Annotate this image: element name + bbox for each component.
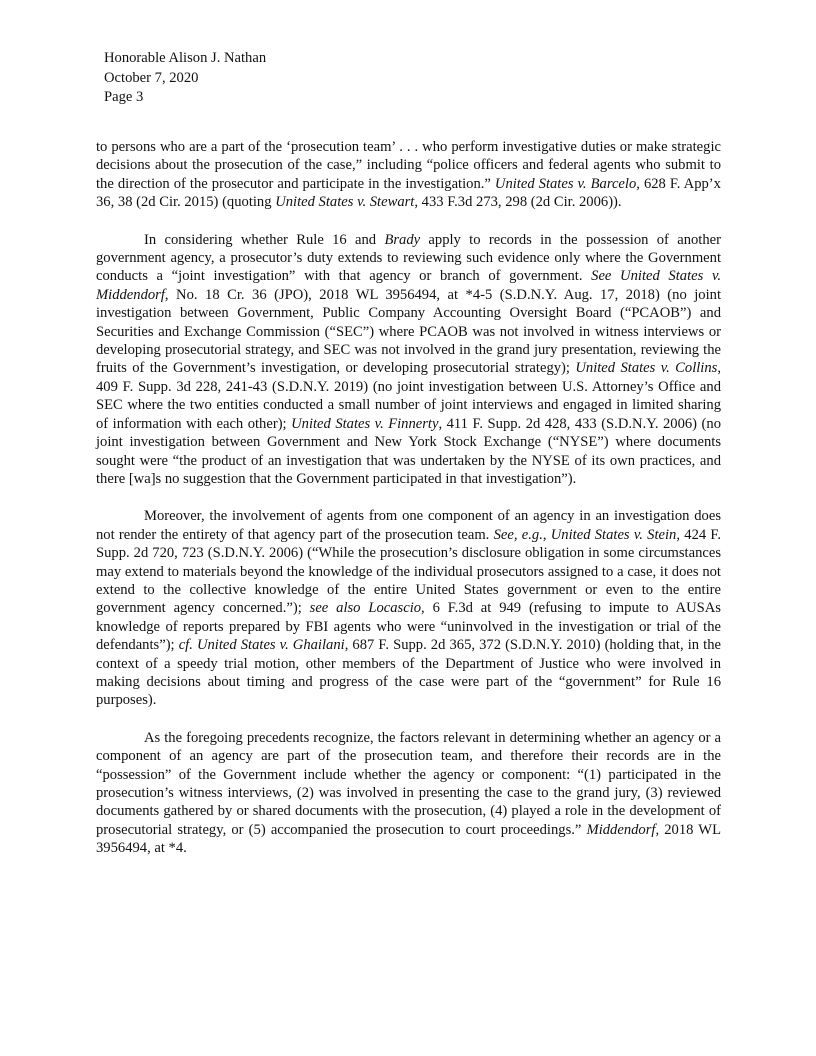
text-run: , 424 F. Supp. 2d 720, 723 (S.D.N.Y. 2006) (“While the prosecution’s disclosure obligation in some circumstances may extend to materials beyond the knowledge of the individual prosecutors assigned to a case, it does not extend to the collective knowledge of the entire United States government or even to the entire government agency concerned.”); [96, 526, 722, 617]
case-citation: United States v. Stein [550, 526, 677, 543]
text-run: In considering whether Rule 16 and [144, 231, 385, 248]
text-run: , 433 F.3d 273, 298 (2d Cir. 2006)). [414, 194, 622, 211]
text-run: , 409 F. Supp. 3d 228, 241-43 (S.D.N.Y. 2019) (no joint investigation between U.S. Attorney’s Office and SEC where the two entities conducted a small number of joint interviews and engaged in limited sharing of information with each other); [96, 360, 721, 432]
text-run: apply to records in the possession of another government agency, a prosecutor’s duty extends to reviewing such evidence only where the Government conducts a “joint investigation” with that agency or branch of government. [96, 231, 721, 285]
case-citation: see also Locascio [309, 600, 422, 617]
paragraph [96, 729, 721, 858]
case-citation: See United States v. Middendorf [96, 268, 721, 303]
text-run: , 687 F. Supp. 2d 365, 372 (S.D.N.Y. 2010) (holding that, in the context of a speedy trial motion, other members of the Department of Justice who were involved in making decisions about timing and progress of the case were part of the “government” for Rule 16 purposes). [96, 637, 721, 709]
text-run: As the foregoing precedents recognize, the factors relevant in determining whether an agency or a component of an agency are part of the prosecution team, and therefore their records are in the “possession” of the Government include whether the agency or component: “(1) participated in the prosecution’s witness interviews, (2) was involved in presenting the case to the grand jury, (3) reviewed documents gathered by or shared documents with the prosecution, (4) played a role in the development of prosecutorial strategy, or (5) accompanied the prosecution to court proceedings.” [96, 729, 721, 838]
paragraph [96, 507, 721, 709]
paragraph [96, 138, 721, 212]
case-citation: cf. United States v. Ghailani [178, 637, 345, 654]
letter-header [104, 49, 266, 108]
case-citation: See, e.g. [493, 526, 543, 543]
text-run: , 628 F. App’x 36, 38 (2d Cir. 2015) (quoting [96, 175, 721, 211]
case-citation: United States v. Collins [575, 360, 718, 377]
letter-date: October 7, 2020 [104, 69, 199, 86]
case-citation: Middendorf [586, 821, 656, 838]
text-run: to persons who are a part of the ‘prosecution team’ . . . who perform investigative duties or make strategic decisions about the prosecution of the case,” including “police officers and federal agents who submit to the direction of the prosecutor and participate in the investigation.” [96, 139, 721, 192]
addressee: Honorable Alison J. Nathan [104, 50, 267, 66]
letter-body [96, 138, 721, 877]
text-run: , 2018 WL 3956494, at *4. [96, 821, 721, 857]
text-run: Moreover, the involvement of agents from one component of an agency in an investigation does not render the entirety of that agency part of the prosecution team. [96, 508, 721, 543]
text-run: , [542, 526, 551, 543]
page-number: Page 3 [104, 89, 144, 105]
text-run: , No. 18 Cr. 36 (JPO), 2018 WL 3956494, at *4-5 (S.D.N.Y. Aug. 17, 2018) (no joint investigation between Government, Public Company Accounting Oversight Board (“PCAOB”) and Securities and Exchange Commission (“SEC”) where PCAOB was not involved in witness interviews or developing prosecutorial strategy, and SEC was not involved in the grand jury presentation, reviewing the fruits of the Government’s investigation, or developing prosecutorial strategy); [96, 286, 721, 377]
text-run: , 411 F. Supp. 2d 428, 433 (S.D.N.Y. 2006) (no joint investigation between Government and New York Stock Exchange (“NYSE”) where documents sought were “the product of an investigation that was undertaken by the NYSE of its own practices, and there [wa]s no suggestion that the Government participated in that investigation”). [96, 415, 721, 487]
text-run: , 6 F.3d at 949 (refusing to impute to AUSAs knowledge of reports prepared by FBI agents who were “uninvolved in the investigation or trial of the defendants”); [96, 600, 721, 654]
case-citation: Brady [384, 231, 421, 248]
case-citation: United States v. Stewart [275, 194, 415, 211]
case-citation: United States v. Finnerty [291, 415, 439, 432]
paragraph [96, 231, 721, 489]
case-citation: United States v. Barcelo [494, 175, 637, 192]
